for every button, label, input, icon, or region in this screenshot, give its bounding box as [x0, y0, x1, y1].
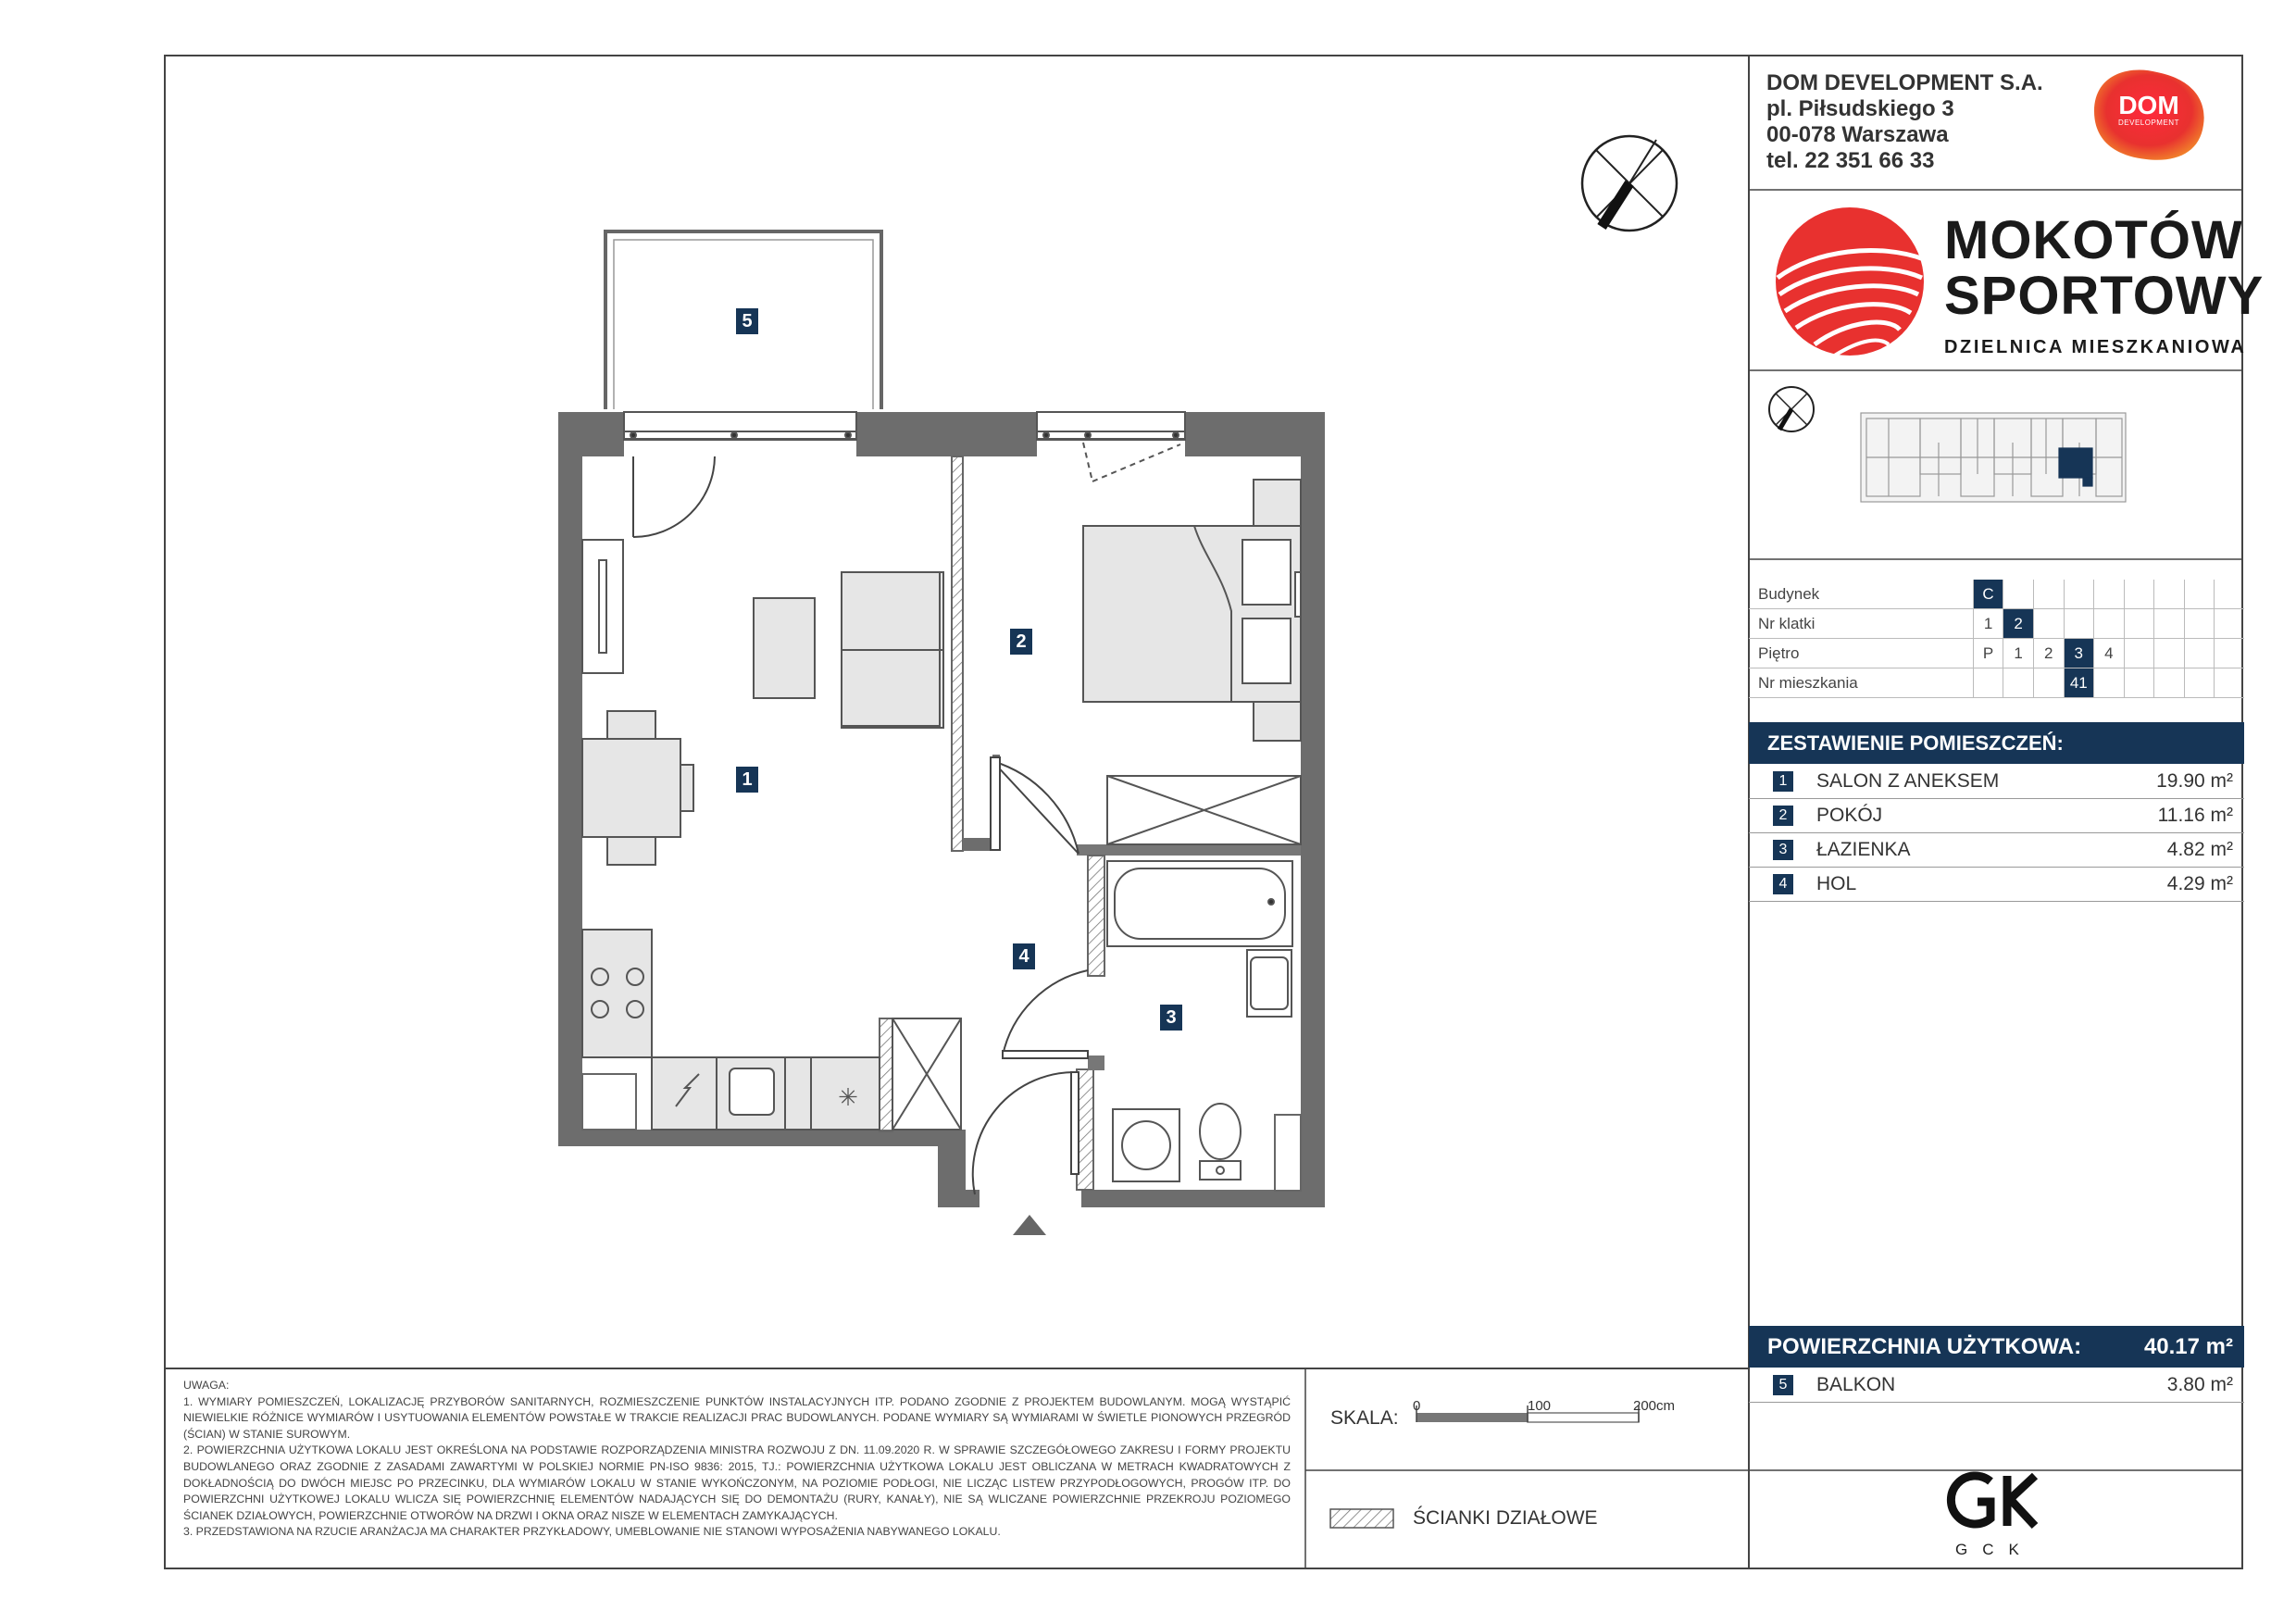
brand-line2: SPORTOWY — [1944, 266, 2265, 326]
location-label: Piętro — [1749, 639, 1973, 668]
furniture — [582, 480, 1301, 1181]
location-cell — [2184, 609, 2215, 639]
room-row: 5 BALKON 3.80 m² — [1749, 1368, 2244, 1403]
location-cell — [2215, 580, 2244, 609]
company-address — [1766, 70, 2043, 174]
total-area-bar — [1749, 1326, 2244, 1368]
mokotow-sportowy-logo — [1776, 207, 1924, 356]
location-cell — [2215, 639, 2244, 668]
location-cell — [2215, 609, 2244, 639]
location-cell — [2154, 580, 2185, 609]
location-cell — [2064, 609, 2094, 639]
room-row: 1 SALON Z ANEKSEM 19.90 m² — [1749, 765, 2244, 799]
total-area-value: 40.17 m² — [2143, 1334, 2233, 1359]
dom-logo-text: DOM DEVELOPMENT — [2118, 91, 2179, 127]
keyplan-compass-icon — [1769, 387, 1814, 431]
location-cell — [2215, 668, 2244, 698]
location-cell — [2154, 609, 2185, 639]
brand-line1: MOKOTÓW — [1944, 210, 2243, 270]
location-cell — [2064, 580, 2094, 609]
balcony-row — [1749, 1368, 2244, 1403]
room-row: 2 POKÓJ 11.16 m² — [1749, 799, 2244, 833]
location-cell: 1 — [1973, 609, 2003, 639]
entrance-marker — [1013, 1215, 1046, 1235]
location-row — [1749, 668, 2244, 698]
location-cell: 2 — [2003, 609, 2034, 639]
company-name: DOM DEVELOPMENT S.A. — [1766, 70, 2043, 95]
location-cell — [2184, 580, 2215, 609]
location-cell — [2033, 668, 2064, 698]
location-cell — [2094, 580, 2125, 609]
gck-text: GCK — [1955, 1541, 2034, 1558]
location-cell: 41 — [2064, 668, 2094, 698]
legend-label: ŚCIANKI DZIAŁOWE — [1413, 1507, 1598, 1529]
plan-label-2: 2 — [1010, 629, 1032, 655]
location-cell — [2033, 580, 2064, 609]
company-phone: tel. 22 351 66 33 — [1766, 148, 1935, 173]
total-area-label: POWIERZCHNIA UŻYTKOWA: — [1767, 1334, 2082, 1359]
location-cell — [2003, 580, 2034, 609]
location-row — [1749, 639, 2244, 668]
note-item: 2. POWIERZCHNIA UŻYTKOWA LOKALU JEST OKREŚLONA NA PODSTAWIE ROZPORZĄDZENIA MINISTRA ROZWOJU Z DN. 11.09.2020 R. W SPRAWIE SZCZEGÓŁOWEGO ZAKRESU I FORMY PROJEKTU BUDOWLANEGO ORAZ ZGODNIE Z ZASADAMI ZAWARTYMI W POLSKIEJ NORMIE PN-ISO 9836: 2015, TJ.: POWIERZCHNIA UŻYTKOWA LOKALU JEST OBLICZANA W METRACH KWADRATOWYCH Z DOKŁADNOŚCIĄ DO DWÓCH MIEJSC PO PRZECINKU, DLA WYMIARÓW LOKALU W STANIE WYKOŃCZONYM, NA POZIOMIE PODŁOGI, NIE LICZĄC LISTEW PRZYPODŁOGOWYCH, PROGÓW ITP. DO POWIERZCHNI UŻYTKOWEJ LOKALU WLICZA SIĘ POWIERZCHNIĘ ELEMENTÓW NADAJĄCYCH SIĘ DO DEMONTAŻU (RURY, KANAŁY), NIE SĄ WLICZANE POWIERZCHNIE PRZEKROJU POZIOMEGO ŚCIANEK DZIAŁOWYCH, POWIERZCHNIE OTWORÓW NA DRZWI I OKNA ORAZ NISZE W ELEMENTACH ZAMYKAJĄCYCH. — [183, 1443, 1291, 1522]
plan-label-5: 5 — [736, 308, 758, 334]
gck-logo — [1951, 1476, 2035, 1526]
location-cell: 2 — [2033, 639, 2064, 668]
note-item: 3. PRZEDSTAWIONA NA RZUCIE ARANŻACJA MA CHARAKTER PRZYKŁADOWY, UMEBLOWANIE NIE STANOWI WYPOSAŻENIA NABYWANEGO LOKALU. — [183, 1525, 1001, 1539]
location-table — [1749, 580, 2244, 698]
location-cell: C — [1973, 580, 2003, 609]
location-cell — [2184, 668, 2215, 698]
notes-title: UWAGA: — [183, 1379, 230, 1392]
plan-label-3: 3 — [1160, 1005, 1182, 1031]
location-cell: P — [1973, 639, 2003, 668]
brand-wordmark — [1944, 210, 2265, 358]
room-row: 4 HOL 4.29 m² — [1749, 868, 2244, 902]
location-cell — [2154, 639, 2185, 668]
location-cell — [2033, 609, 2064, 639]
room-row: 3 ŁAZIENKA 4.82 m² — [1749, 833, 2244, 868]
location-cell — [2003, 668, 2034, 698]
compass-icon — [1582, 136, 1677, 231]
company-city: 00-078 Warszawa — [1766, 122, 1949, 147]
note-item: 1. WYMIARY POMIESZCZEŃ, LOKALIZACJĘ PRZYBORÓW SANITARNYCH, ROZMIESZCZENIE PUNKTÓW INSTALACYJNYCH ITP. PODANO ZGODNIE Z PROJEKTEM BUDOWLANYM. MOGĄ WYSTĄPIĆ NIEWIELKIE RÓŻNICE WYMIARÓW I USYTUOWANIA ELEMENTÓW POWSTAŁE W TRAKCIE REALIZACJI PRAC BUDOWLANYCH. PODANE WYMIARY SĄ WYMIARAMI W ŚWIETLE PIONOWYCH PRZEGRÓD (ŚCIAN) W STANIE SUROWYM. — [183, 1394, 1291, 1441]
location-cell — [2124, 639, 2154, 668]
location-label: Budynek — [1749, 580, 1973, 609]
rooms-list — [1749, 765, 2244, 902]
company-street: pl. Piłsudskiego 3 — [1766, 96, 1954, 121]
plan-label-4: 4 — [1013, 943, 1035, 969]
scale-tick-0: 0 — [1413, 1398, 1421, 1414]
location-cell — [2094, 609, 2125, 639]
brand-line3: DZIELNICA MIESZKANIOWA — [1944, 337, 2247, 357]
location-cell — [2124, 580, 2154, 609]
location-cell — [1973, 668, 2003, 698]
location-row — [1749, 609, 2244, 639]
location-row — [1749, 580, 2244, 609]
location-cell — [2094, 668, 2125, 698]
svg-text:✳: ✳ — [838, 1083, 858, 1111]
location-cell: 3 — [2064, 639, 2094, 668]
key-plan — [1861, 413, 2126, 502]
location-cell — [2154, 668, 2185, 698]
location-cell — [2124, 668, 2154, 698]
location-label: Nr klatki — [1749, 609, 1973, 639]
location-cell — [2124, 609, 2154, 639]
location-cell: 4 — [2094, 639, 2125, 668]
notes — [183, 1378, 1291, 1541]
location-label: Nr mieszkania — [1749, 668, 1973, 698]
rooms-section-title: ZESTAWIENIE POMIESZCZEŃ: — [1749, 722, 2244, 764]
scale-tick-200: 200cm — [1633, 1398, 1676, 1414]
plan-label-1: 1 — [736, 767, 758, 793]
scale-label: SKALA: — [1330, 1407, 1399, 1429]
location-cell — [2184, 639, 2215, 668]
legend-hatch-swatch — [1330, 1509, 1393, 1528]
location-cell: 1 — [2003, 639, 2034, 668]
scale-tick-100: 100 — [1528, 1398, 1552, 1414]
